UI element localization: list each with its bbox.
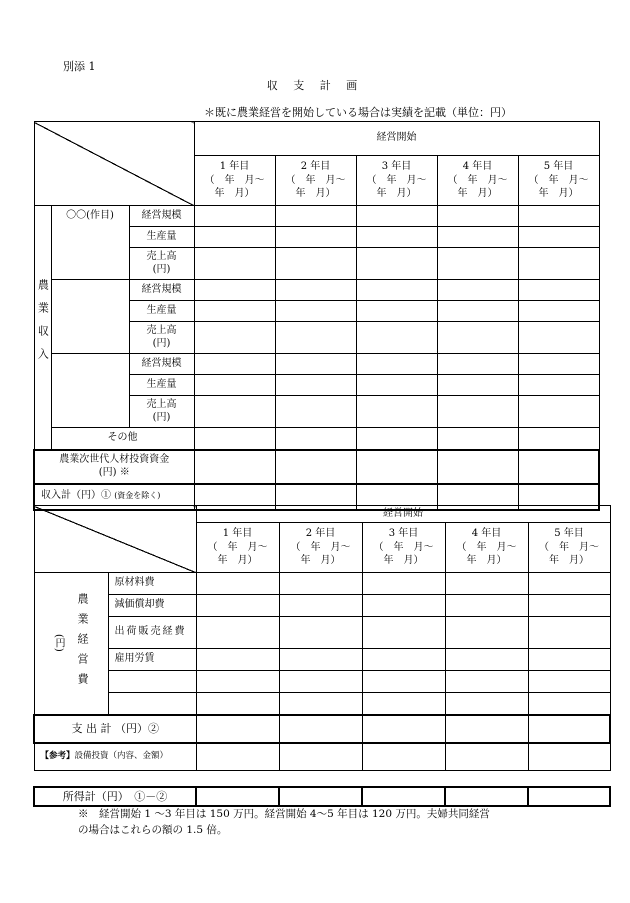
- input-cell[interactable]: [275, 227, 356, 248]
- expense-item-materials: 原材料費: [108, 573, 196, 595]
- row-label-sales: 売上高 (円): [129, 248, 194, 280]
- input-cell[interactable]: [528, 649, 610, 671]
- input-cell[interactable]: [518, 354, 599, 375]
- input-cell[interactable]: [437, 375, 518, 396]
- year-header-5: 5 年目 （ 年 月〜 年 月）: [518, 156, 599, 206]
- input-cell[interactable]: [356, 206, 437, 227]
- corner-diagonal-cell: [34, 506, 196, 573]
- input-cell[interactable]: [196, 573, 279, 595]
- input-cell[interactable]: [445, 693, 528, 715]
- input-cell[interactable]: [362, 595, 445, 617]
- input-cell[interactable]: [445, 617, 528, 649]
- input-cell[interactable]: [194, 450, 275, 484]
- year-header-4: 4 年目 （ 年 月〜 年 月）: [445, 523, 528, 573]
- start-header: 経営開始: [194, 122, 599, 156]
- input-cell[interactable]: [356, 301, 437, 322]
- input-cell[interactable]: [275, 322, 356, 354]
- input-cell[interactable]: [437, 322, 518, 354]
- input-cell[interactable]: [445, 743, 528, 771]
- input-cell[interactable]: [437, 248, 518, 280]
- input-cell[interactable]: [528, 573, 610, 595]
- input-cell[interactable]: [518, 375, 599, 396]
- input-cell[interactable]: [275, 206, 356, 227]
- input-cell[interactable]: [445, 573, 528, 595]
- input-cell[interactable]: [518, 280, 599, 301]
- input-cell[interactable]: [518, 322, 599, 354]
- input-cell[interactable]: [196, 693, 279, 715]
- row-label-production: 生産量: [129, 301, 194, 322]
- input-cell[interactable]: [437, 354, 518, 375]
- input-cell[interactable]: [196, 595, 279, 617]
- year-header-1: 1 年目 （ 年 月〜 年 月）: [196, 523, 279, 573]
- input-cell[interactable]: [528, 595, 610, 617]
- row-label-sales: 売上高 (円): [129, 396, 194, 428]
- input-cell[interactable]: [279, 595, 362, 617]
- crop-label: 〇〇(作目): [51, 206, 129, 280]
- input-cell[interactable]: [362, 693, 445, 715]
- input-cell[interactable]: [528, 743, 610, 771]
- input-cell[interactable]: [194, 354, 275, 375]
- input-cell[interactable]: [437, 227, 518, 248]
- input-cell[interactable]: [194, 375, 275, 396]
- expense-table: [33, 505, 611, 771]
- input-cell[interactable]: [194, 301, 275, 322]
- input-cell[interactable]: [196, 787, 279, 806]
- input-cell[interactable]: [437, 301, 518, 322]
- row-label-other: その他: [51, 428, 194, 450]
- input-cell[interactable]: [445, 787, 528, 806]
- year-header-5: 5 年目 （ 年 月〜 年 月）: [528, 523, 610, 573]
- crop-blank-cell[interactable]: [51, 354, 129, 428]
- input-cell[interactable]: [518, 248, 599, 280]
- page-title: 収 支 計 画: [266, 79, 364, 92]
- footnote-line-2: の場合はこれらの額の 1.5 倍。: [78, 824, 228, 837]
- footnote-line-1: ※ 経営開始 1 〜3 年目は 150 万円。経営開始 4〜5 年目は 120 万円。夫婦共同経営: [78, 808, 490, 820]
- input-cell[interactable]: [528, 671, 610, 693]
- year-header-4: 4 年目 （ 年 月〜 年 月）: [437, 156, 518, 206]
- input-cell[interactable]: [518, 227, 599, 248]
- input-cell[interactable]: [194, 396, 275, 428]
- input-cell[interactable]: [518, 301, 599, 322]
- input-cell[interactable]: [528, 617, 610, 649]
- row-label-scale: 経営規模: [129, 206, 194, 227]
- row-label-production: 生産量: [129, 227, 194, 248]
- unit-note: ＊既に農業経営を開始している場合は実績を記載（単位：円）: [204, 106, 512, 119]
- year-header-3: 3 年目 （ 年 月〜 年 月）: [356, 156, 437, 206]
- input-cell[interactable]: [196, 715, 279, 743]
- input-cell[interactable]: [362, 671, 445, 693]
- footnote: [78, 806, 578, 839]
- input-cell[interactable]: [196, 649, 279, 671]
- row-label-expense-total: 支 出 計 （円）②: [34, 715, 196, 743]
- input-cell[interactable]: [194, 280, 275, 301]
- input-cell[interactable]: [196, 617, 279, 649]
- row-label-subsidy: 農業次世代人材投資資金 (円) ※: [34, 450, 194, 484]
- input-cell[interactable]: [518, 428, 599, 450]
- annex-label: 別添 1: [63, 60, 96, 73]
- expense-unit-label: (円): [52, 634, 64, 653]
- input-cell[interactable]: [194, 206, 275, 227]
- year-header-2: 2 年目 （ 年 月〜 年 月）: [279, 523, 362, 573]
- income-table: [33, 121, 600, 511]
- input-cell[interactable]: [275, 396, 356, 428]
- input-cell[interactable]: [445, 595, 528, 617]
- row-label-reference: 【参考】設備投資（内容、金額）: [34, 743, 196, 771]
- input-cell[interactable]: [445, 649, 528, 671]
- input-cell[interactable]: [356, 280, 437, 301]
- year-header-3: 3 年目 （ 年 月〜 年 月）: [362, 523, 445, 573]
- expense-item-shipping: 出荷販売経費: [108, 617, 196, 649]
- input-cell[interactable]: [275, 301, 356, 322]
- row-label-income-total: 収入計（円）① (資金を除く): [34, 484, 194, 510]
- input-cell[interactable]: [275, 428, 356, 450]
- expense-item-labor: 雇用労賃: [108, 649, 196, 671]
- input-cell[interactable]: [518, 396, 599, 428]
- input-cell[interactable]: [279, 617, 362, 649]
- input-cell[interactable]: [275, 354, 356, 375]
- expense-item-depreciation: 減価償却費: [108, 595, 196, 617]
- input-cell[interactable]: [279, 649, 362, 671]
- input-cell[interactable]: [196, 671, 279, 693]
- input-cell[interactable]: [279, 693, 362, 715]
- input-cell[interactable]: [437, 428, 518, 450]
- input-cell[interactable]: [437, 450, 518, 484]
- input-cell[interactable]: [445, 715, 528, 743]
- input-cell[interactable]: [194, 248, 275, 280]
- input-cell[interactable]: [356, 248, 437, 280]
- input-cell[interactable]: [356, 354, 437, 375]
- input-cell[interactable]: [356, 396, 437, 428]
- input-cell[interactable]: [437, 396, 518, 428]
- input-cell[interactable]: [356, 375, 437, 396]
- expense-section-label: [34, 573, 108, 715]
- input-cell[interactable]: [437, 206, 518, 227]
- input-cell[interactable]: [362, 617, 445, 649]
- expense-item-blank[interactable]: [108, 693, 196, 715]
- input-cell[interactable]: [362, 787, 445, 806]
- year-header-2: 2 年目 （ 年 月〜 年 月）: [275, 156, 356, 206]
- input-cell[interactable]: [279, 787, 362, 806]
- input-cell[interactable]: [275, 280, 356, 301]
- input-cell[interactable]: [194, 428, 275, 450]
- input-cell[interactable]: [279, 573, 362, 595]
- input-cell[interactable]: [196, 743, 279, 771]
- input-cell[interactable]: [518, 450, 599, 484]
- input-cell[interactable]: [362, 715, 445, 743]
- input-cell[interactable]: [518, 206, 599, 227]
- year-header-1: 1 年目 （ 年 月〜 年 月）: [194, 156, 275, 206]
- input-cell[interactable]: [279, 715, 362, 743]
- input-cell[interactable]: [356, 428, 437, 450]
- input-cell[interactable]: [528, 787, 610, 806]
- input-cell[interactable]: [362, 743, 445, 771]
- input-cell[interactable]: [356, 450, 437, 484]
- expense-item-blank[interactable]: [108, 671, 196, 693]
- row-label-net-income: 所得計（円） ①－②: [34, 787, 196, 806]
- input-cell[interactable]: [279, 671, 362, 693]
- row-label-scale: 経営規模: [129, 354, 194, 375]
- row-label-sales: 売上高 (円): [129, 322, 194, 354]
- row-label-production: 生産量: [129, 375, 194, 396]
- input-cell[interactable]: [275, 450, 356, 484]
- input-cell[interactable]: [356, 322, 437, 354]
- input-cell[interactable]: [528, 715, 610, 743]
- input-cell[interactable]: [194, 322, 275, 354]
- income-section-label: 農業収入: [34, 206, 51, 450]
- input-cell[interactable]: [356, 227, 437, 248]
- input-cell[interactable]: [437, 280, 518, 301]
- net-income-table: [33, 786, 611, 807]
- start-header: 経営開始: [196, 506, 610, 523]
- crop-blank-cell[interactable]: [51, 280, 129, 354]
- corner-diagonal-cell: [34, 122, 194, 206]
- expense-section-text: 農業経営費: [76, 593, 90, 694]
- row-label-scale: 経営規模: [129, 280, 194, 301]
- input-cell[interactable]: [445, 671, 528, 693]
- input-cell[interactable]: [194, 227, 275, 248]
- input-cell[interactable]: [279, 743, 362, 771]
- input-cell[interactable]: [362, 649, 445, 671]
- input-cell[interactable]: [275, 375, 356, 396]
- input-cell[interactable]: [275, 248, 356, 280]
- input-cell[interactable]: [362, 573, 445, 595]
- input-cell[interactable]: [528, 693, 610, 715]
